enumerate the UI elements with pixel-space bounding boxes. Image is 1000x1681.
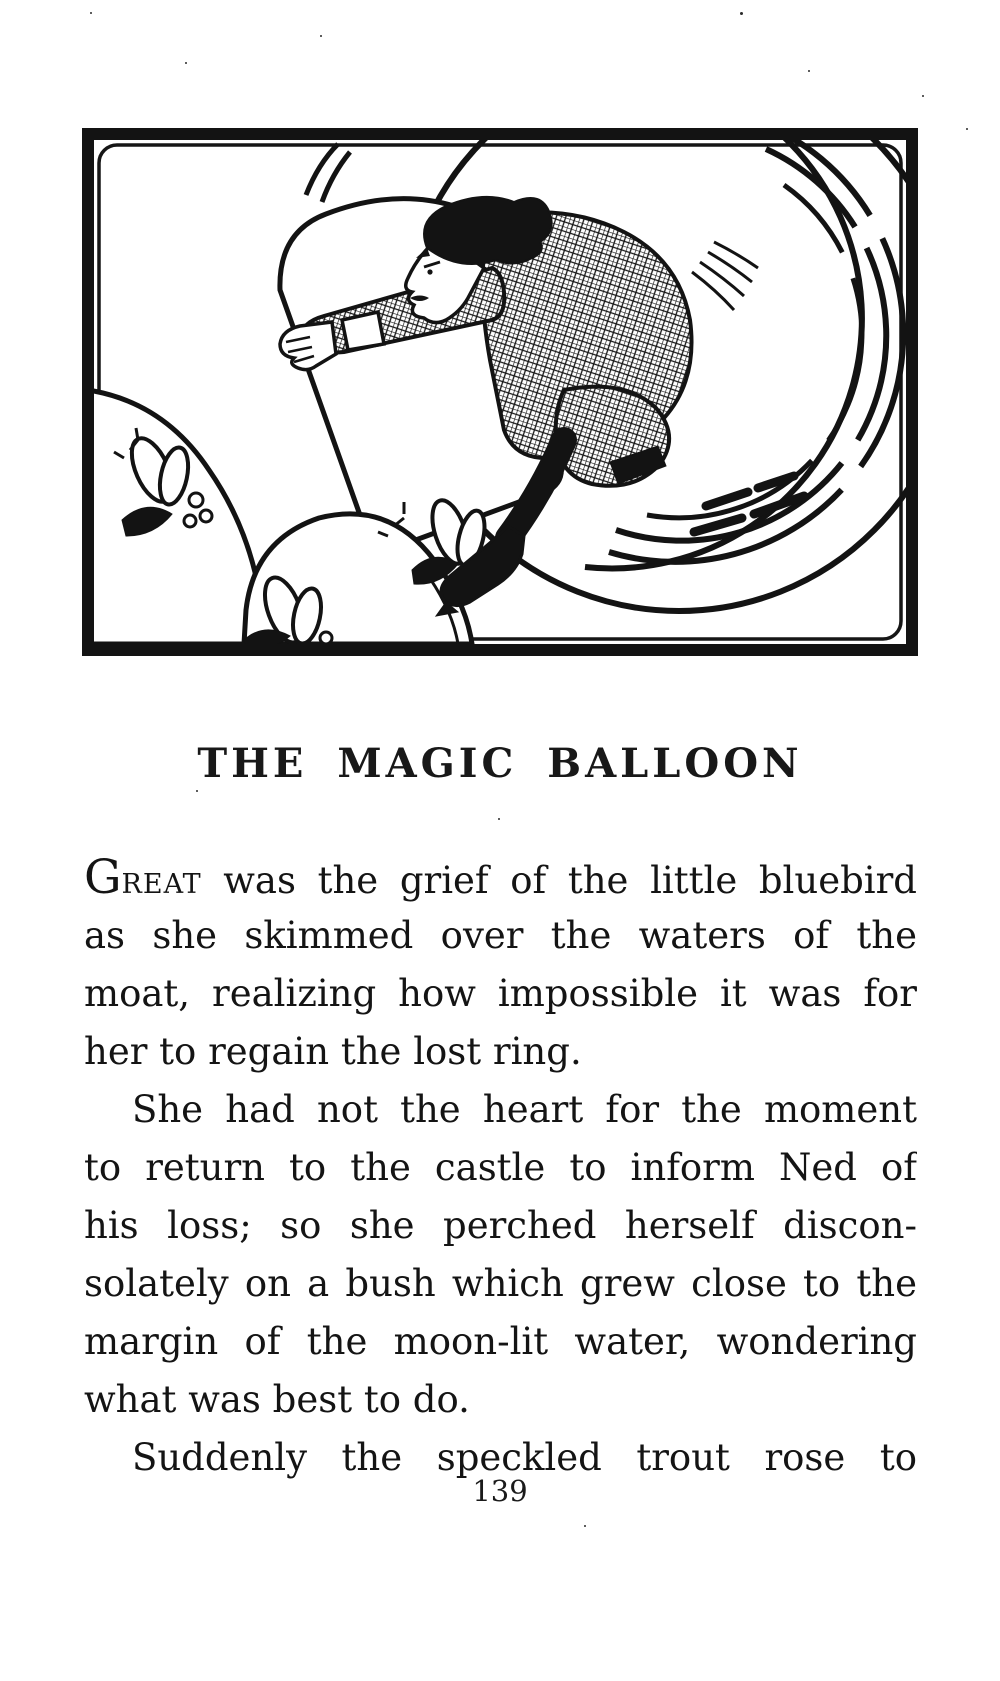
text-line-4: her to regain the lost ring. [84,1030,582,1073]
scan-speck [320,35,322,37]
text-line-11: Suddenly the speckled trout rose to [132,1436,917,1479]
text-line-6: to return to the castle to inform Ned of [84,1146,917,1189]
scan-speck [808,70,810,72]
scan-speck [966,128,968,130]
lead-capital: G [84,850,122,905]
text-line-7: his loss; so she perched herself discon- [84,1204,917,1247]
page-number: 139 [472,1474,528,1508]
text-line-3: moat, realizing how impossible it was for [84,972,917,1015]
scan-speck [90,12,92,14]
text-line-5: She had not the heart for the moment [132,1088,917,1131]
story-text [84,849,917,1487]
text-line-2: as she skimmed over the waters of the [84,914,917,957]
illustration-frame [82,128,918,656]
text-line-10: what was best to do. [84,1378,470,1421]
scan-speck [498,818,500,820]
text-line-8: solately on a bush which grew close to the [84,1262,917,1305]
scan-speck [584,1525,586,1527]
text-line-9: margin of the moon-lit water, wondering [84,1320,917,1363]
scan-speck [196,790,198,792]
lead-smallcaps: REAT [121,869,202,900]
scan-speck [922,95,924,97]
text-line-1 [84,849,917,907]
magic-balloon-illustration [94,140,906,644]
text-line-1-rest: was the grief of the little bluebird [201,859,917,902]
scan-speck [740,12,743,15]
chapter-title: THE MAGIC BALLOON [197,740,803,787]
scan-speck [185,62,187,64]
